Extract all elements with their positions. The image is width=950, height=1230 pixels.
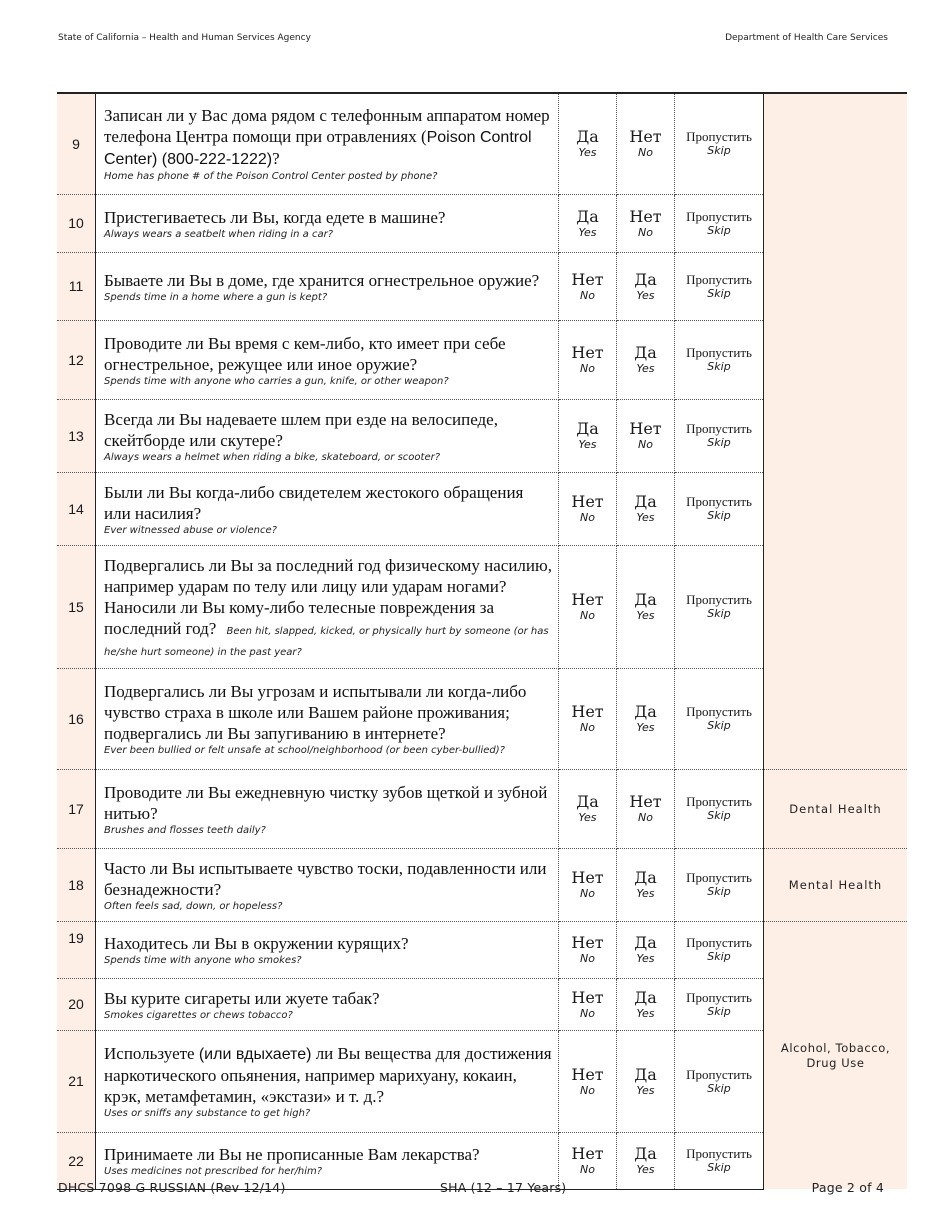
question-row-9 bbox=[57, 93, 907, 194]
answer-option-2[interactable]: Да Yes bbox=[617, 921, 675, 978]
answer-option-2[interactable]: Нет No bbox=[617, 399, 675, 472]
answer-option-2[interactable]: Да Yes bbox=[617, 252, 675, 320]
question-number: 17 bbox=[57, 769, 96, 848]
questionnaire-table bbox=[57, 92, 907, 1190]
question-row-17 bbox=[57, 769, 907, 848]
question-en: Ever witnessed abuse or violence? bbox=[104, 524, 277, 536]
question-number: 9 bbox=[57, 93, 96, 194]
question-number: 18 bbox=[57, 848, 96, 921]
question-number: 20 bbox=[57, 978, 96, 1030]
answer-option-1[interactable]: Нет No bbox=[559, 1132, 617, 1189]
section-mental bbox=[764, 848, 908, 921]
question-ru-paren: (или вдыхаете) bbox=[198, 1046, 312, 1063]
skip-option[interactable]: Пропустить Skip bbox=[675, 668, 764, 769]
question-en: Always wears a seatbelt when riding in a car? bbox=[104, 228, 333, 240]
skip-option[interactable]: Пропустить Skip bbox=[675, 252, 764, 320]
question-number: 21 bbox=[57, 1030, 96, 1132]
section-dental bbox=[764, 769, 908, 848]
question-ru: Используете bbox=[104, 1044, 199, 1063]
answer-option-1[interactable]: Нет No bbox=[559, 472, 617, 545]
question-ru: Вы курите сигареты или жуете табак? bbox=[104, 988, 380, 1008]
skip-option[interactable]: Пропустить Skip bbox=[675, 93, 764, 194]
question-en: Spends time in a home where a gun is kept? bbox=[104, 291, 328, 303]
skip-option[interactable]: Пропустить Skip bbox=[675, 399, 764, 472]
question-row-18 bbox=[57, 848, 907, 921]
question-en: Uses or sniffs any substance to get high? bbox=[104, 1108, 311, 1119]
question-en: Smokes cigarettes or chews tobacco? bbox=[104, 1009, 293, 1021]
question-ru: Были ли Вы когда-либо свидетелем жестокого обращения или насилия? bbox=[104, 482, 524, 523]
answer-option-1[interactable]: Нет No bbox=[559, 848, 617, 921]
question-number: 12 bbox=[57, 320, 96, 399]
answer-option-1[interactable]: Да Yes bbox=[559, 194, 617, 252]
answer-option-2[interactable]: Да Yes bbox=[617, 978, 675, 1030]
footer-form-title: SHA (12 – 17 Years) bbox=[440, 1180, 567, 1195]
question-en: Always wears a helmet when riding a bike, skateboard, or scooter? bbox=[104, 451, 441, 463]
question-number: 15 bbox=[57, 545, 96, 668]
question-ru-rest: ли Вы вещества для достижения наркотического опьянения, например марихуану, кокаин, крэк, метамфетамин, «экстази» и т. д.? bbox=[104, 1044, 552, 1106]
question-text bbox=[96, 978, 559, 1030]
question-text bbox=[96, 848, 559, 921]
question-ru: Подвергались ли Вы угрозам и испытывали ли когда-либо чувство страха в школе или Вашем районе проживания; подвергались ли Вы запугиванию в интернете? bbox=[104, 682, 527, 743]
question-number: 19 bbox=[57, 921, 96, 978]
question-number: 16 bbox=[57, 668, 96, 769]
question-ru: Всегда ли Вы надеваете шлем при езде на велосипеде, скейтборде или скутере? bbox=[104, 409, 498, 450]
answer-option-1[interactable]: Да Yes bbox=[559, 93, 617, 194]
question-text bbox=[96, 472, 559, 545]
answer-option-1[interactable]: Нет No bbox=[559, 545, 617, 668]
question-number: 13 bbox=[57, 399, 96, 472]
answer-option-2[interactable]: Да Yes bbox=[617, 545, 675, 668]
answer-option-1[interactable]: Нет No bbox=[559, 921, 617, 978]
question-ru: Часто ли Вы испытываете чувство тоски, подавленности или безнадежности? bbox=[104, 858, 547, 899]
section-label-mental: Mental Health bbox=[788, 877, 883, 892]
skip-option[interactable]: Пропустить Skip bbox=[675, 1030, 764, 1132]
question-en: Spends time with anyone who smokes? bbox=[104, 955, 302, 966]
question-en: Home has phone # of the Poison Control Center posted by phone? bbox=[104, 171, 438, 183]
answer-option-2[interactable]: Да Yes bbox=[617, 668, 675, 769]
question-ru: Подвергались ли Вы за последний год физическому насилию, например ударам по телу или лицу или ударам ногами? Наносили ли Вы кому-либо телесные повреждения за последний год? bbox=[104, 555, 552, 638]
answer-option-1[interactable]: Да Yes bbox=[559, 399, 617, 472]
question-text bbox=[96, 252, 559, 320]
question-en: Been hit, slapped, kicked, or physically hurt by someone (or has he/she hurt someone) in the past year? bbox=[104, 625, 549, 658]
question-en: Uses medicines not prescribed for her/him? bbox=[104, 1166, 323, 1177]
question-ru: Принимаете ли Вы не прописанные Вам лекарства? bbox=[104, 1145, 480, 1164]
question-number: 14 bbox=[57, 472, 96, 545]
answer-option-2[interactable]: Да Yes bbox=[617, 1030, 675, 1132]
header-department: Department of Health Care Services bbox=[725, 33, 888, 43]
section-column bbox=[764, 93, 908, 769]
question-text bbox=[96, 194, 559, 252]
question-text bbox=[96, 668, 559, 769]
section-label-dental: Dental Health bbox=[789, 801, 882, 816]
question-text bbox=[96, 769, 559, 848]
question-en: Often feels sad, down, or hopeless? bbox=[104, 900, 283, 912]
answer-option-2[interactable]: Да Yes bbox=[617, 472, 675, 545]
skip-option[interactable]: Пропустить Skip bbox=[675, 769, 764, 848]
footer-page-number: Page 2 of 4 bbox=[811, 1180, 884, 1195]
question-ru: Находитесь ли Вы в окружении курящих? bbox=[104, 934, 409, 953]
question-text bbox=[96, 921, 559, 978]
skip-option[interactable]: Пропустить Skip bbox=[675, 921, 764, 978]
question-text bbox=[96, 93, 559, 194]
section-label-alcohol: Alcohol, Tobacco, Drug Use bbox=[780, 1040, 891, 1070]
skip-option[interactable]: Пропустить Skip bbox=[675, 1132, 764, 1189]
question-en: Spends time with anyone who carries a gun, knife, or other weapon? bbox=[104, 375, 449, 387]
answer-option-2[interactable]: Да Yes bbox=[617, 848, 675, 921]
question-number: 11 bbox=[57, 252, 96, 320]
skip-option[interactable]: Пропустить Skip bbox=[675, 545, 764, 668]
answer-option-2[interactable]: Да Yes bbox=[617, 1132, 675, 1189]
question-text bbox=[96, 545, 559, 668]
answer-option-1[interactable]: Нет No bbox=[559, 252, 617, 320]
skip-option[interactable]: Пропустить Skip bbox=[675, 194, 764, 252]
question-text bbox=[96, 1030, 559, 1132]
question-text bbox=[96, 320, 559, 399]
skip-option[interactable]: Пропустить Skip bbox=[675, 848, 764, 921]
answer-option-1[interactable]: Да Yes bbox=[559, 769, 617, 848]
section-alcohol-tobacco bbox=[764, 921, 908, 1189]
answer-option-2[interactable]: Нет No bbox=[617, 93, 675, 194]
answer-option-1[interactable]: Нет No bbox=[559, 978, 617, 1030]
answer-option-1[interactable]: Нет No bbox=[559, 668, 617, 769]
answer-option-2[interactable]: Нет No bbox=[617, 194, 675, 252]
question-ru-end: ? bbox=[272, 149, 280, 169]
question-number: 22 bbox=[57, 1132, 96, 1189]
question-ru: Бываете ли Вы в доме, где хранится огнестрельное оружие? bbox=[104, 270, 540, 290]
footer-form-id: DHCS 7098 G RUSSIAN (Rev 12/14) bbox=[58, 1180, 286, 1195]
question-text bbox=[96, 399, 559, 472]
answer-option-2[interactable]: Нет No bbox=[617, 769, 675, 848]
answer-option-2[interactable]: Да Yes bbox=[617, 320, 675, 399]
question-ru: Записан ли у Вас дома рядом с телефонным аппаратом номер телефона Центра помощи при отравлениях ( bbox=[104, 106, 550, 147]
header-agency: State of California – Health and Human Services Agency bbox=[58, 33, 311, 43]
question-ru-phone: Poison Control Center) (800-222-1222) bbox=[104, 129, 532, 169]
skip-option[interactable]: Пропустить Skip bbox=[675, 472, 764, 545]
question-number: 10 bbox=[57, 194, 96, 252]
answer-option-1[interactable]: Нет No bbox=[559, 1030, 617, 1132]
question-ru: Проводите ли Вы время с кем-либо, кто имеет при себе огнестрельное, режущее или иное оружие? bbox=[104, 333, 506, 374]
question-ru: Проводите ли Вы ежедневную чистку зубов щеткой и зубной нитью? bbox=[104, 782, 548, 823]
question-row-19 bbox=[57, 921, 907, 978]
answer-option-1[interactable]: Нет No bbox=[559, 320, 617, 399]
skip-option[interactable]: Пропустить Skip bbox=[675, 320, 764, 399]
question-ru: Пристегиваетесь ли Вы, когда едете в машине? bbox=[104, 207, 446, 227]
question-en: Brushes and flosses teeth daily? bbox=[104, 824, 266, 836]
skip-option[interactable]: Пропустить Skip bbox=[675, 978, 764, 1030]
question-en: Ever been bullied or felt unsafe at school/neighborhood (or been cyber-bullied)? bbox=[104, 745, 505, 756]
